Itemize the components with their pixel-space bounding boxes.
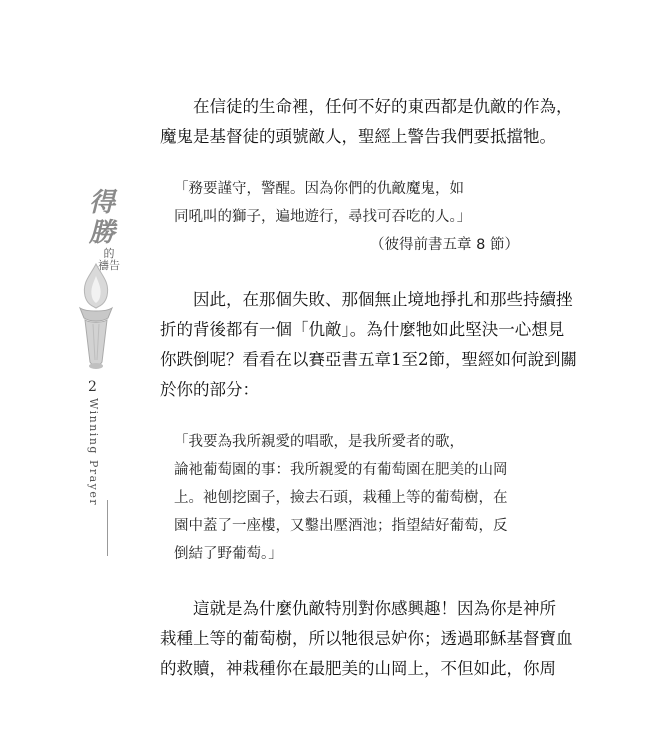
paragraph-2 xyxy=(160,285,577,405)
side-title-de: 的 xyxy=(103,247,115,260)
paragraph-line: 於你的部分： xyxy=(160,380,259,399)
side-book-title xyxy=(82,188,122,272)
paragraph-line: 魔鬼是基督徒的頭號敵人，聖經上警告我們要抵擋牠。 xyxy=(160,127,556,146)
quote-line: 同吼叫的獅子，遍地遊行，尋找可吞吃的人。」 xyxy=(174,209,472,225)
quote-line: 上。祂刨挖園子，撿去石頭，栽種上等的葡萄樹，在 xyxy=(174,490,508,506)
paragraph-line: 栽種上等的葡萄樹，所以牠很忌妒你；透過耶穌基督寶血 xyxy=(160,629,573,648)
quote-line: 「務要謹守，警醒。因為你們的仇敵魔鬼，如 xyxy=(174,181,464,197)
page-number: 2 xyxy=(88,379,97,395)
paragraph-line: 折的背後都有一個「仇敵」。為什麼牠如此堅決一心想見 xyxy=(160,320,565,339)
paragraph-3 xyxy=(160,594,573,684)
paragraph-line: 你跌倒呢？看看在以賽亞書五章1至2節，聖經如何說到關 xyxy=(160,350,577,369)
scripture-quote-2 xyxy=(174,428,534,568)
paragraph-line: 的救贖，神栽種你在最肥美的山岡上，不但如此，你周 xyxy=(160,659,556,678)
side-title-small: 禱告 xyxy=(98,259,120,272)
paragraph-line: 因此，在那個失敗、那個無止境地掙扎和那些持續挫 xyxy=(160,290,573,309)
scripture-reference: （彼得前書五章 8 節） xyxy=(370,237,519,253)
quote-line: 園中蓋了一座樓，又鑿出壓酒池；指望結好葡萄，反 xyxy=(174,518,508,534)
paragraph-line: 在信徒的生命裡，任何不好的東西都是仇敵的作為， xyxy=(160,97,573,116)
paragraph-line: 這就是為什麼仇敵特別對你感興趣！因為你是神所 xyxy=(160,599,556,618)
torch-icon xyxy=(72,259,120,374)
side-title-char-1: 得 xyxy=(88,188,115,218)
running-title: Winning Prayer xyxy=(87,398,100,507)
side-title-char-2: 勝 xyxy=(88,218,115,248)
paragraph-1 xyxy=(160,92,573,152)
quote-line: 倒結了野葡萄。」 xyxy=(174,546,283,562)
quote-line: 「我要為我所親愛的唱歌，是我所愛者的歌， xyxy=(174,434,464,450)
side-divider xyxy=(107,500,108,556)
quote-line: 論祂葡萄園的事：我所親愛的有葡萄園在肥美的山岡 xyxy=(174,462,508,478)
scripture-quote-1 xyxy=(174,175,534,231)
